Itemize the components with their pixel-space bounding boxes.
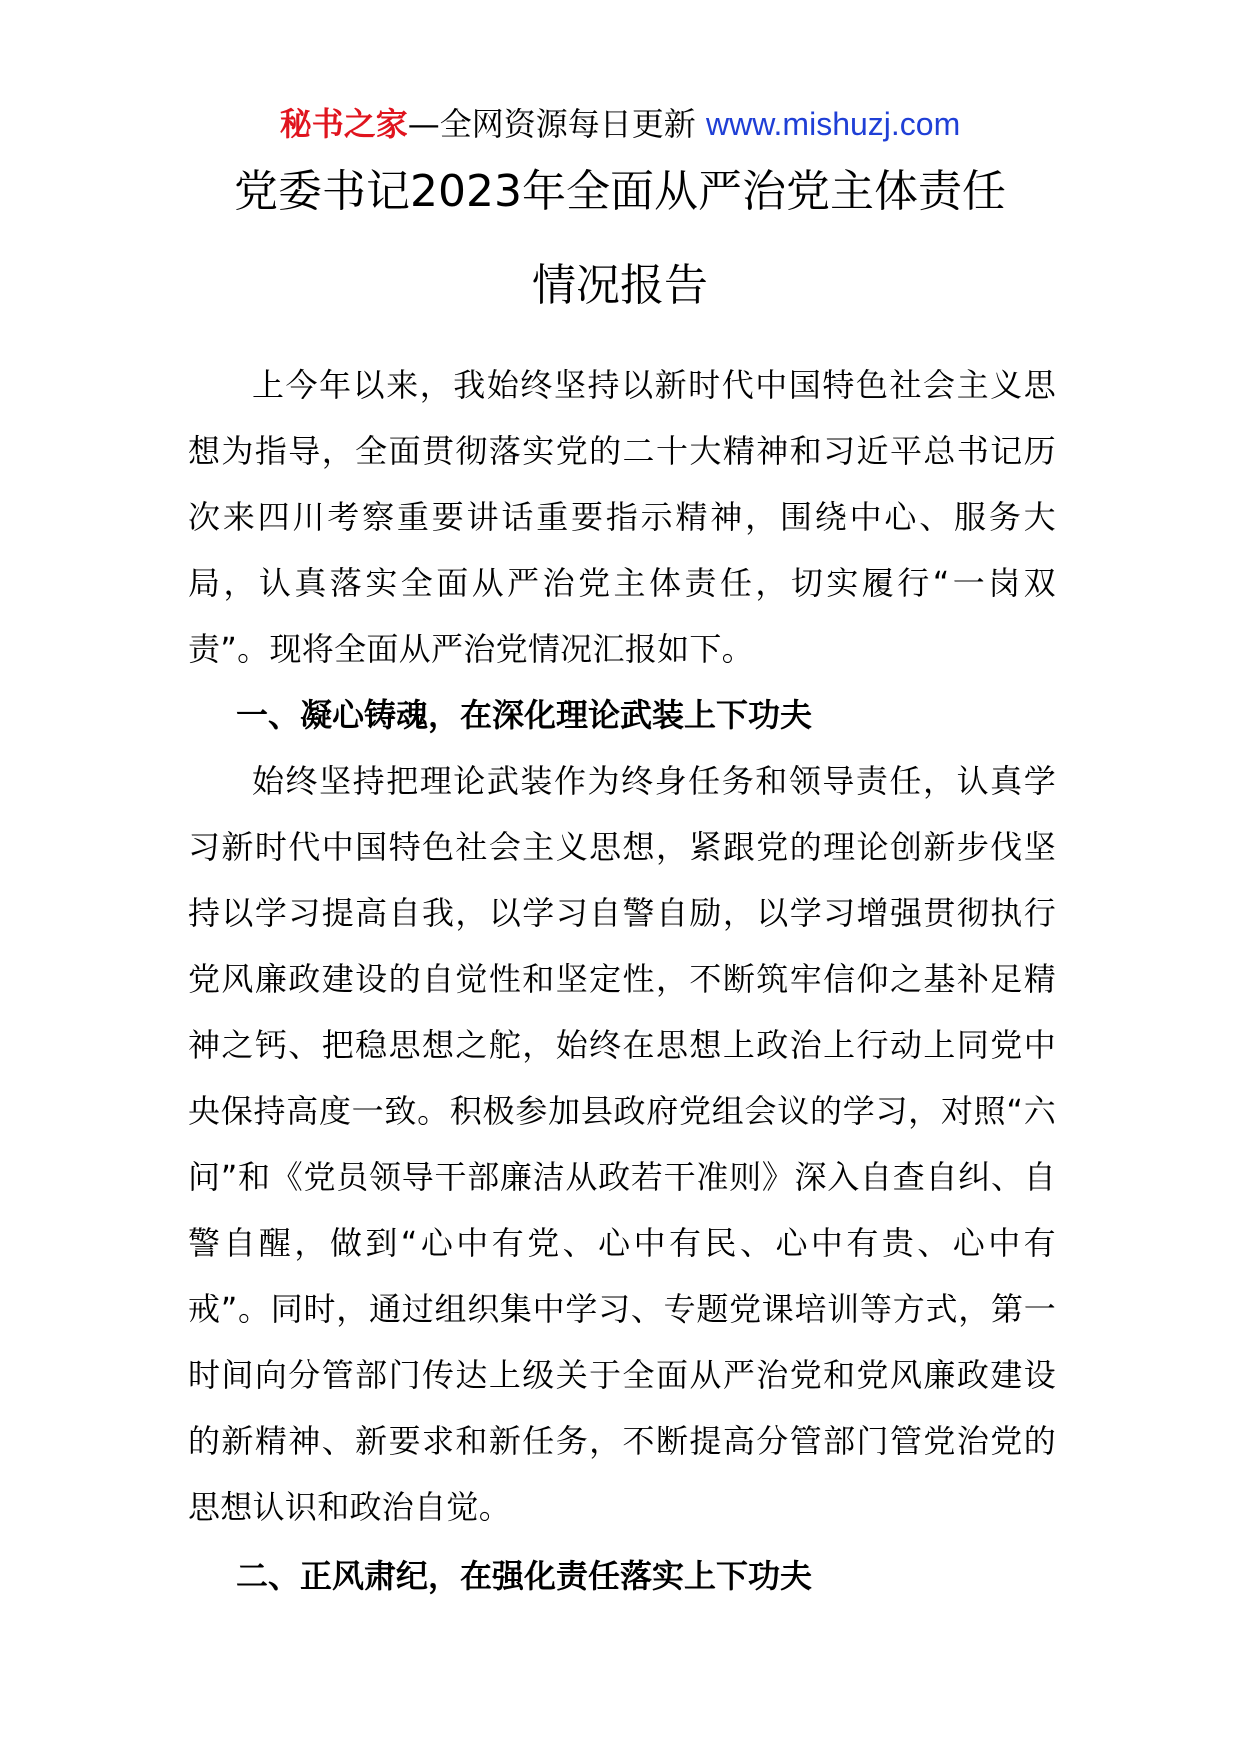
site-header (0, 100, 1240, 148)
document-title-line-2: 情况报告 (532, 260, 708, 311)
section-2-heading: 二、正风肃纪，在强化责任落实上下功夫 (236, 1557, 813, 1595)
section-1-heading: 一、凝心铸魂，在深化理论武装上下功夫 (236, 696, 813, 734)
intro-paragraph: 上今年以来，我始终坚持以新时代中国特色社会主义思想为指导，全面贯彻落实党的二十大精神和习近平总书记历次来四川考察重要讲话重要指示精神，围绕中心、服务大局，认真落实全面从严治党主体责任，切实履行“一岗双责”。现将全面从严治党情况汇报如下。 (188, 366, 1056, 668)
site-url-link[interactable]: www.mishuzj.com (705, 106, 961, 142)
section-1-paragraph: 始终坚持把理论武装作为终身任务和领导责任，认真学习新时代中国特色社会主义思想，紧跟党的理论创新步伐坚持以学习提高自我，以学习自警自励，以学习增强贯彻执行党风廉政建设的自觉性和坚定性，不断筑牢信仰之基补足精神之钙、把稳思想之舵，始终在思想上政治上行动上同党中央保持高度一致。积极参加县政府党组会议的学习，对照“六问”和《党员领导干部廉洁从政若干准则》深入自查自纠、自警自醒，做到“心中有党、心中有民、心中有贵、心中有戒”。同时，通过组织集中学习、专题党课培训等方式，第一时间向分管部门传达上级关于全面从严治党和党风廉政建设的新精神、新要求和新任务，不断提高分管部门管党治党的思想认识和政治自觉。 (188, 762, 1056, 1526)
site-tagline: —全网资源每日更新 (407, 105, 696, 143)
document-title-line-1: 党委书记2023年全面从严治党主体责任 (234, 166, 1006, 217)
site-brand: 秘书之家 (279, 105, 408, 143)
document-body (188, 352, 1056, 1609)
